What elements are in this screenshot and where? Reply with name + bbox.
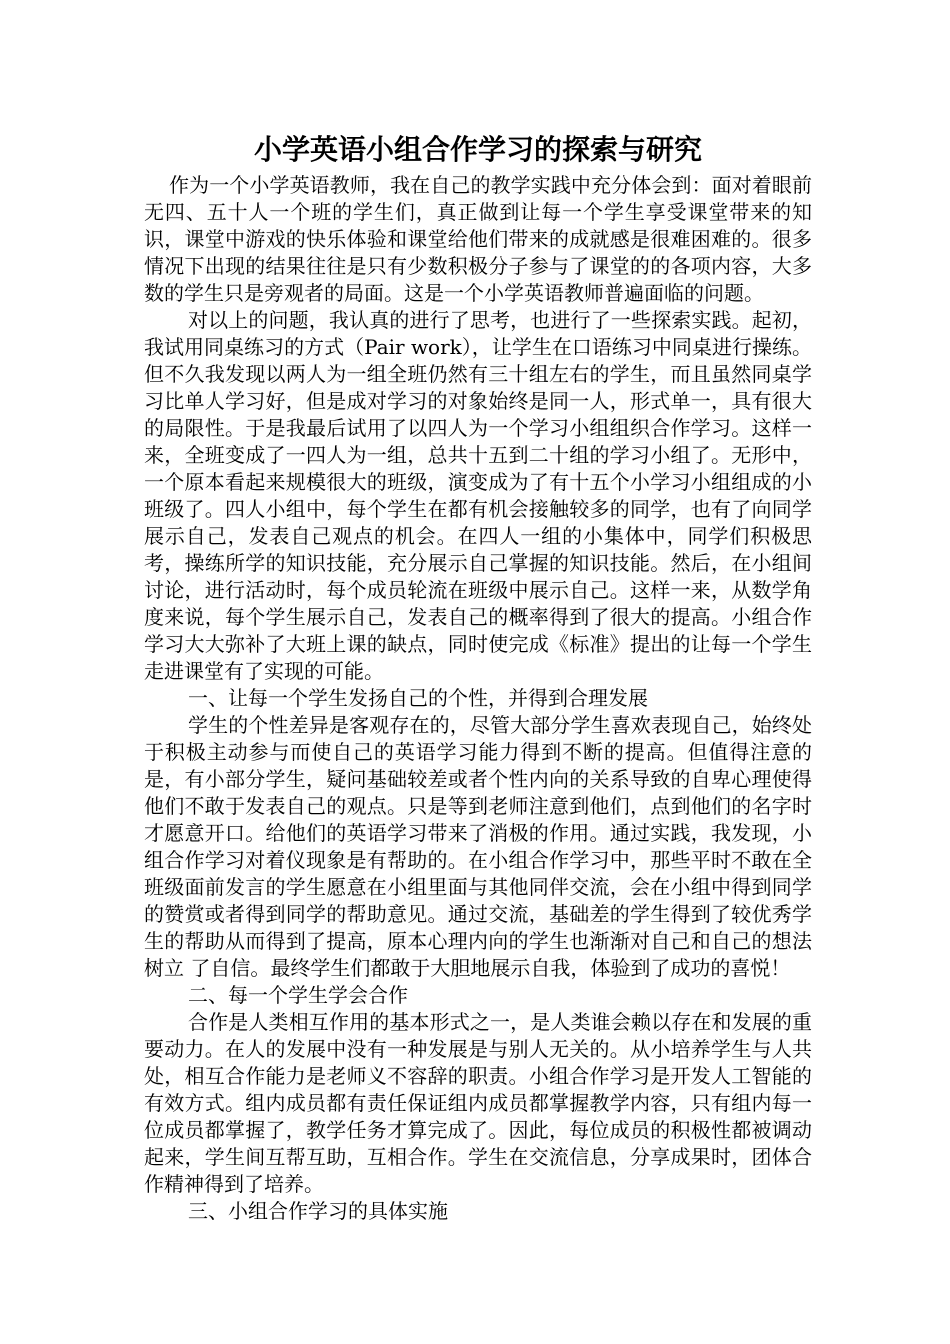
reflection-paragraph: 对以上的问题，我认真的进行了思考，也进行了一些探索实践。起初，我试用同桌练习的方式（Pair work），让学生在口语练习中同桌进行操练。但不久我发现以两人为一组全班仍然有三十组左右的学生，而且虽然同桌学习比单人学习好，但是成对学习的对象始终是同一人，形式单一，具有很大的局限性。于是我最后试用了以四人为一个学习小组组织合作学习。这样一来，全班变成了一四人为一组，总共十五到二十组的学习小组了。无形中，一个原本看起来规模很大的班级，演变成为了有十五个小学习小组组成的小班级了。四人小组中，每个学生在都有机会接触较多的同学，也有了向同学展示自己，发表自己观点的机会。在四人一组的小集体中，同学们积极思考，操练所学的知识技能，充分展示自己掌握的知识技能。然后，在小组间讨论，进行活动时，每个成员轮流在班级中展示自己。这样一来，从数学角度来说，每个学生展示自己，发表自己的概率得到了很大的提高。小组合作学习大大弥补了大班上课的缺点，同时使完成《标准》提出的让每一个学生走进课堂有了实现的可能。	[144, 308, 812, 683]
section-heading-2: 二、每一个学生学会合作	[188, 983, 408, 1007]
document-title: 小学英语小组合作学习的探索与研究	[253, 133, 702, 166]
section-heading-3: 三、小组合作学习的具体实施	[188, 1199, 448, 1223]
document-page	[144, 128, 812, 1225]
section-2-paragraph: 合作是人类相互作用的基本形式之一，是人类谁会赖以存在和发展的重要动力。在人的发展中没有一种发展是与别人无关的。从小培养学生与人共处，相互合作能力是老师义不容辞的职责。小组合作学习是开发人工智能的有效方式。组内成员都有责任保证组内成员都掌握教学内容，只有组内每一位成员都掌握了，教学任务才算完成了。因此，每位成员的积极性都被调动起来，学生间互帮互助，互相合作。学生在交流信息，分享成果时，团体合作精神得到了培养。	[144, 1010, 812, 1196]
section-heading-1: 一、让每一个学生发扬自己的个性，并得到合理发展	[188, 686, 648, 710]
intro-paragraph: 作为一个小学英语教师，我在自己的教学实践中充分体会到：面对着眼前无四、五十人一个班的学生们，真正做到让每一个学生享受课堂带来的知识，课堂中游戏的快乐体验和课堂给他们带来的成就感是很难困难的。很多情况下出现的结果往往是只有少数积极分子参与了课堂的的各项内容，大多数的学生只是旁观者的局面。这是一个小学英语教师普遍面临的问题。	[144, 173, 812, 305]
section-1-paragraph: 学生的个性差异是客观存在的，尽管大部分学生喜欢表现自己，始终处于积极主动参与而使自己的英语学习能力得到不断的提高。但值得注意的是，有小部分学生，疑问基础较差或者个性内向的关系导致的自卑心理使得他们不敢于发表自己的观点。只是等到老师注意到他们，点到他们的名字时才愿意开口。给他们的英语学习带来了消极的作用。通过实践，我发现，小组合作学习对着仪现象是有帮助的。在小组合作学习中，那些平时不敢在全班级面前发言的学生愿意在小组里面与其他同伴交流，会在小组中得到同学的赞赏或者得到同学的帮助意见。通过交流，基础差的学生得到了较优秀学生的帮助从而得到了提高，原本心理内向的学生也渐渐对自己和自己的想法树立 了自信。最终学生们都敢于大胆地展示自我，体验到了成功的喜悦！	[144, 713, 812, 980]
